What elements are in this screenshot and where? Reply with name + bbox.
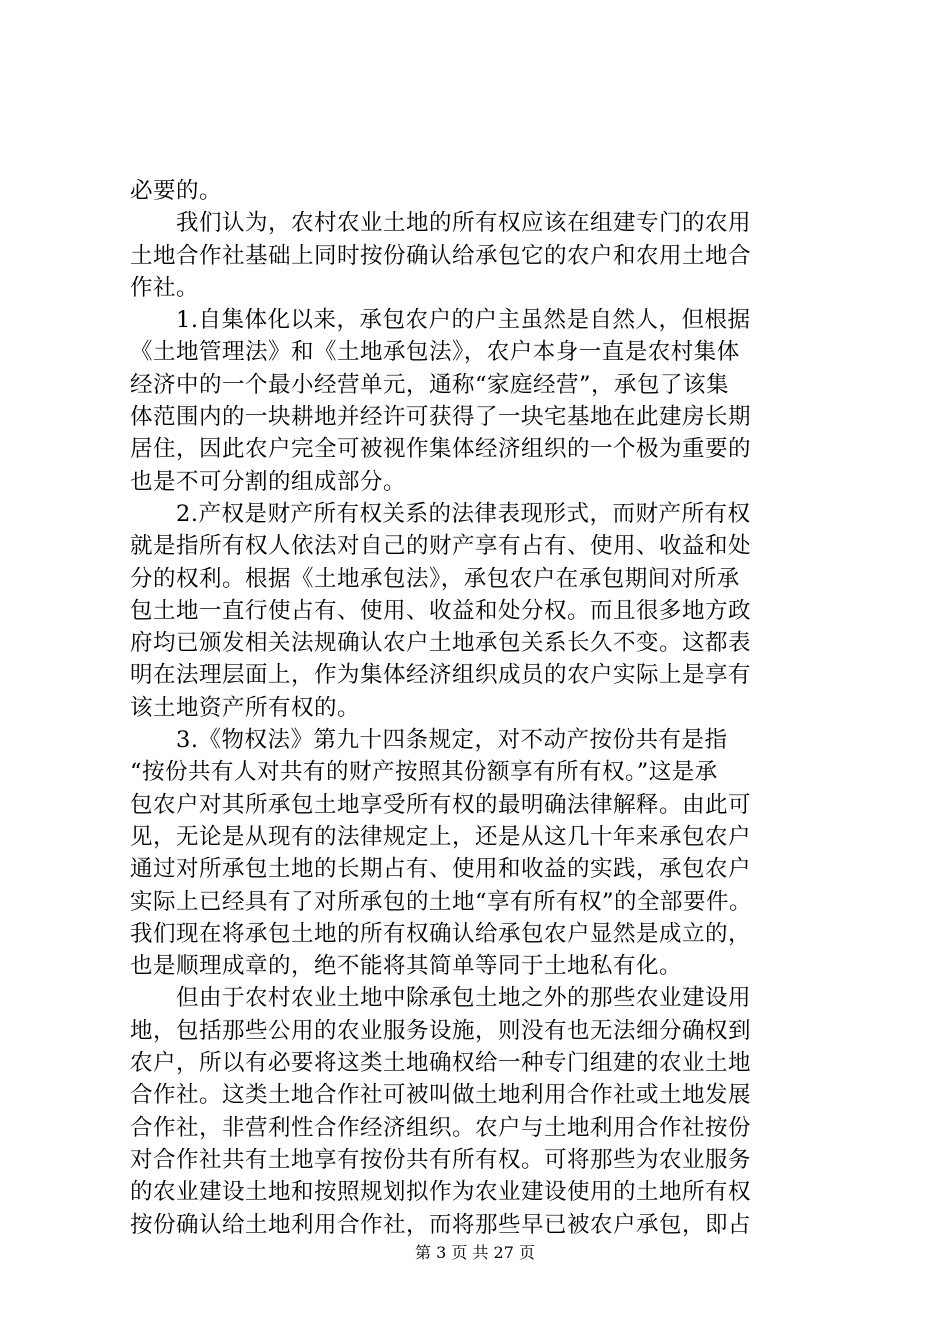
text-line: 该土地资产所有权的。	[130, 694, 361, 721]
text-line: “按份共有人对共有的财产按照其份额享有所有权。”这是承	[130, 759, 718, 786]
text-line: 也是不可分割的组成部分。	[130, 468, 407, 495]
paragraph-thesis	[130, 207, 830, 304]
text-line: 对合作社共有土地享有按份共有所有权。可将那些为农业服务	[130, 1146, 752, 1173]
text-line: 分的权利。根据《土地承包法》，承包农户在承包期间对所承	[130, 565, 740, 592]
text-line: 地，包括那些公用的农业服务设施，则没有也无法细分确权到	[130, 1017, 752, 1044]
paragraph-point-3	[130, 724, 830, 982]
text-line: 包土地一直行使占有、使用、收益和处分权。而且很多地方政	[130, 597, 752, 624]
paragraph-cooperative	[130, 982, 830, 1240]
paragraph-conclusion-fragment	[130, 175, 830, 207]
text-line: 也是顺理成章的，绝不能将其简单等同于土地私有化。	[130, 953, 683, 980]
text-line: 体范围内的一块耕地并经许可获得了一块宅基地在此建房长期	[130, 404, 752, 431]
text-line: 必要的。	[130, 178, 223, 204]
text-line: 我们现在将承包土地的所有权确认给承包农户显然是成立的，	[130, 920, 752, 947]
text-line: 3.《物权法》第九十四条规定，对不动产按份共有是指	[130, 727, 728, 754]
text-line: 但由于农村农业土地中除承包土地之外的那些农业建设用	[130, 985, 752, 1012]
paragraph-point-2	[130, 498, 830, 724]
text-line: 2.产权是财产所有权关系的法律表现形式，而财产所有权	[130, 500, 751, 527]
text-line: 《土地管理法》和《土地承包法》，农户本身一直是农村集体	[130, 339, 740, 366]
text-line: 按份确认给土地利用合作社，而将那些早已被农户承包，即占	[130, 1211, 752, 1238]
text-line: 包农户对其所承包土地享受所有权的最明确法律解释。由此可	[130, 791, 752, 818]
text-line: 实际上已经具有了对所承包的土地“享有所有权”的全部要件。	[130, 888, 753, 915]
page-number-footer: 第 3 页 共 27 页	[415, 1243, 535, 1262]
text-line: 合作社。这类土地合作社可被叫做土地利用合作社或土地发展	[130, 1082, 752, 1109]
text-line: 我们认为，农村农业土地的所有权应该在组建专门的农用	[130, 210, 752, 237]
text-line: 合作社，非营利性合作经济组织。农户与土地利用合作社按份	[130, 1114, 752, 1141]
paragraph-point-1	[130, 304, 830, 498]
text-line: 府均已颁发相关法规确认农户土地承包关系长久不变。这都表	[130, 630, 752, 657]
text-line: 1.自集体化以来，承包农户的户主虽然是自然人，但根据	[130, 307, 751, 334]
body-text	[130, 175, 830, 1241]
text-line: 通过对所承包土地的长期占有、使用和收益的实践，承包农户	[130, 856, 752, 883]
text-line: 的农业建设土地和按照规划拟作为农业建设使用的土地所有权	[130, 1179, 752, 1206]
text-line: 土地合作社基础上同时按份确认给承包它的农户和农用土地合	[130, 242, 752, 269]
text-line: 就是指所有权人依法对自己的财产享有占有、使用、收益和处	[130, 533, 752, 560]
text-line: 见，无论是从现有的法律规定上，还是从这几十年来承包农户	[130, 823, 752, 850]
text-line: 经济中的一个最小经营单元，通称“家庭经营”，承包了该集	[130, 371, 730, 398]
text-line: 农户，所以有必要将这类土地确权给一种专门组建的农业土地	[130, 1050, 752, 1077]
text-line: 作社。	[130, 274, 200, 301]
text-line: 居住，因此农户完全可被视作集体经济组织的一个极为重要的	[130, 436, 752, 463]
text-line: 明在法理层面上，作为集体经济组织成员的农户实际上是享有	[130, 662, 752, 689]
